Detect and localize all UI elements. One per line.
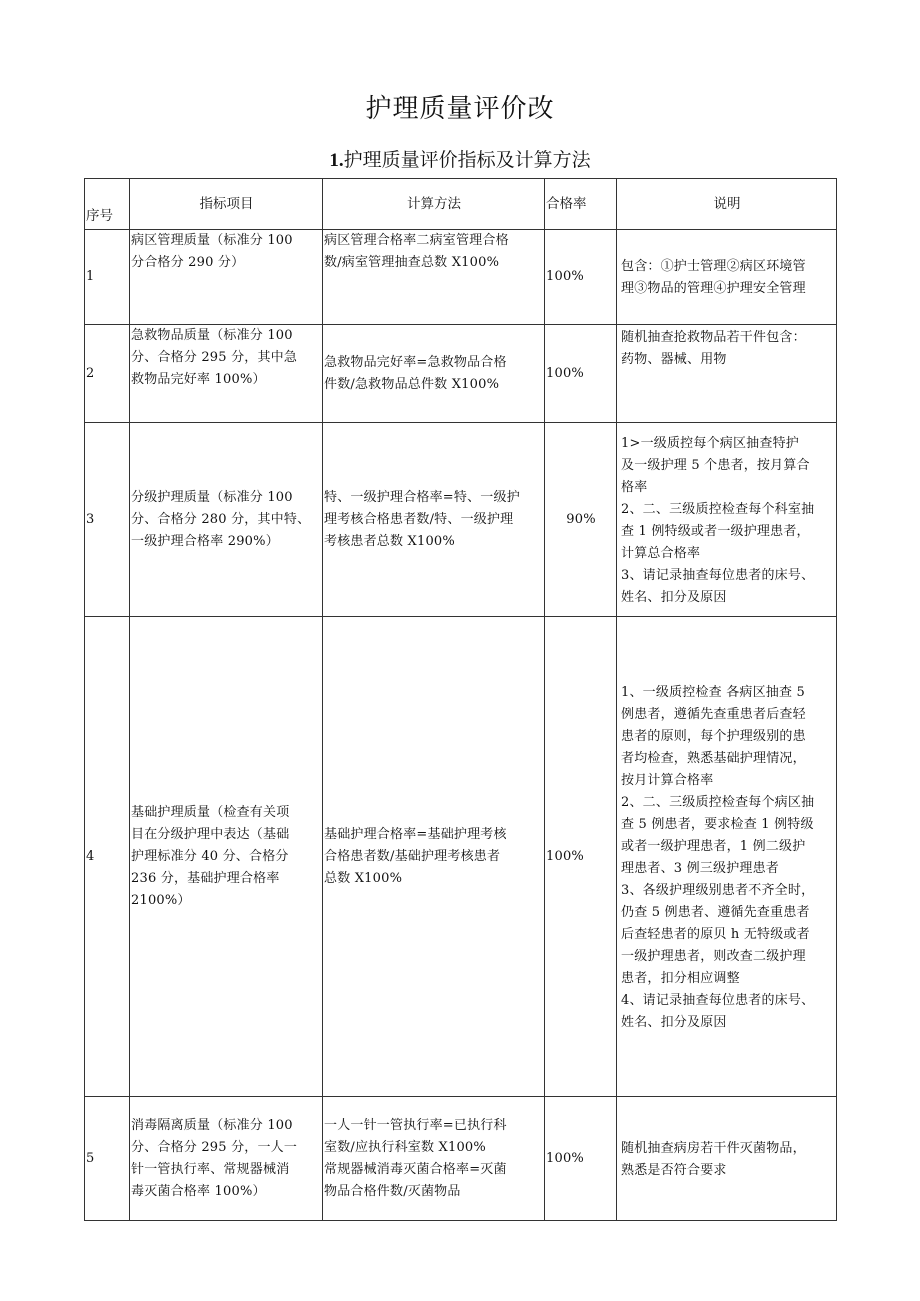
row-note: 包含：①护士管理②病区环境管 理③物品的管理④护理安全管理: [617, 230, 837, 325]
row-item: 急救物品质量（标准分 100 分、合格分 295 分，其中急 救物品完好率 100%）: [130, 325, 323, 423]
header-note: 说明: [617, 179, 837, 230]
nursing-quality-table: [84, 178, 837, 1221]
row-item: 分级护理质量（标准分 100 分、合格分 280 分，其中特、 一级护理合格率 290%）: [130, 423, 323, 617]
row-note: 随机抽查抢救物品若干件包含： 药物、器械、用物: [617, 325, 837, 423]
table-row: [85, 325, 837, 423]
row-note: 1、一级质控检查 各病区抽查 5 例患者，遵循先查重患者后查轻 患者的原则，每个护理级别的患 者均检查，熟悉基础护理情况， 按月计算合格率 2、二、三级质控检查每个病区抽 查 5 例患者，要求检查 1 例特级 或者一级护理患者，1 例二级护 理患者、3 例三级护理患者 3、各级护理级别患者不齐全时， 仍查 5 例患者、遵循先查重患者 后查轻患者的原贝 h 无特级或者 一级护理患者，则改查二级护理 患者，扣分相应调整 4、请记录抽查每位患者的床号、 姓名、扣分及原因: [617, 617, 837, 1097]
row-method: 病区管理合格率二病室管理合格 数/病室管理抽查总数 X100%: [323, 230, 545, 325]
row-seq: 2: [85, 325, 130, 423]
row-rate: 100%: [545, 230, 617, 325]
row-method: 急救物品完好率=急救物品合格 件数/急救物品总件数 X100%: [323, 325, 545, 423]
row-seq: 4: [85, 617, 130, 1097]
header-seq: 序号: [85, 179, 130, 230]
section-heading: [0, 145, 920, 172]
row-rate: 100%: [545, 325, 617, 423]
header-method: 计算方法: [323, 179, 545, 230]
section-number: 1.: [329, 150, 344, 171]
row-item: 消毒隔离质量（标准分 100 分、合格分 295 分，一人一 针一管执行率、常规器械消 毒灭菌合格率 100%）: [130, 1097, 323, 1221]
row-seq: 1: [85, 230, 130, 325]
row-method: 特、一级护理合格率=特、一级护 理考核合格患者数/特、一级护理 考核患者总数 X100%: [323, 423, 545, 617]
table-row: [85, 1097, 837, 1221]
row-method: 基础护理合格率=基础护理考核 合格患者数/基础护理考核患者 总数 X100%: [323, 617, 545, 1097]
row-item: 病区管理质量（标准分 100 分合格分 290 分）: [130, 230, 323, 325]
table-header-row: [85, 179, 837, 230]
table-row: [85, 423, 837, 617]
row-rate: 100%: [545, 1097, 617, 1221]
row-rate: 90%: [545, 423, 617, 617]
row-item: 基础护理质量（检查有关项 目在分级护理中表达（基础 护理标准分 40 分、合格分 236 分，基础护理合格率 2100%）: [130, 617, 323, 1097]
row-note: 1>一级质控每个病区抽查特护 及一级护理 5 个患者，按月算合 格率 2、二、三级质控检查每个科室抽 查 1 例特级或者一级护理患者， 计算总合格率 3、请记录抽查每位患者的床号、 姓名、扣分及原因: [617, 423, 837, 617]
header-item: 指标项目: [130, 179, 323, 230]
table-row: [85, 617, 837, 1097]
row-seq: 3: [85, 423, 130, 617]
document-title: 护理质量评价改: [365, 94, 555, 124]
table-row: [85, 230, 837, 325]
row-note: 随机抽查病房若干件灭菌物品， 熟悉是否符合要求: [617, 1097, 837, 1221]
header-rate: 合格率: [545, 179, 617, 230]
row-seq: 5: [85, 1097, 130, 1221]
section-heading-text: 护理质量评价指标及计算方法: [343, 149, 591, 171]
row-method: 一人一针一管执行率=已执行科 室数/应执行科室数 X100% 常规器械消毒灭菌合格率=灭菌 物品合格件数/灭菌物品: [323, 1097, 545, 1221]
row-rate: 100%: [545, 617, 617, 1097]
